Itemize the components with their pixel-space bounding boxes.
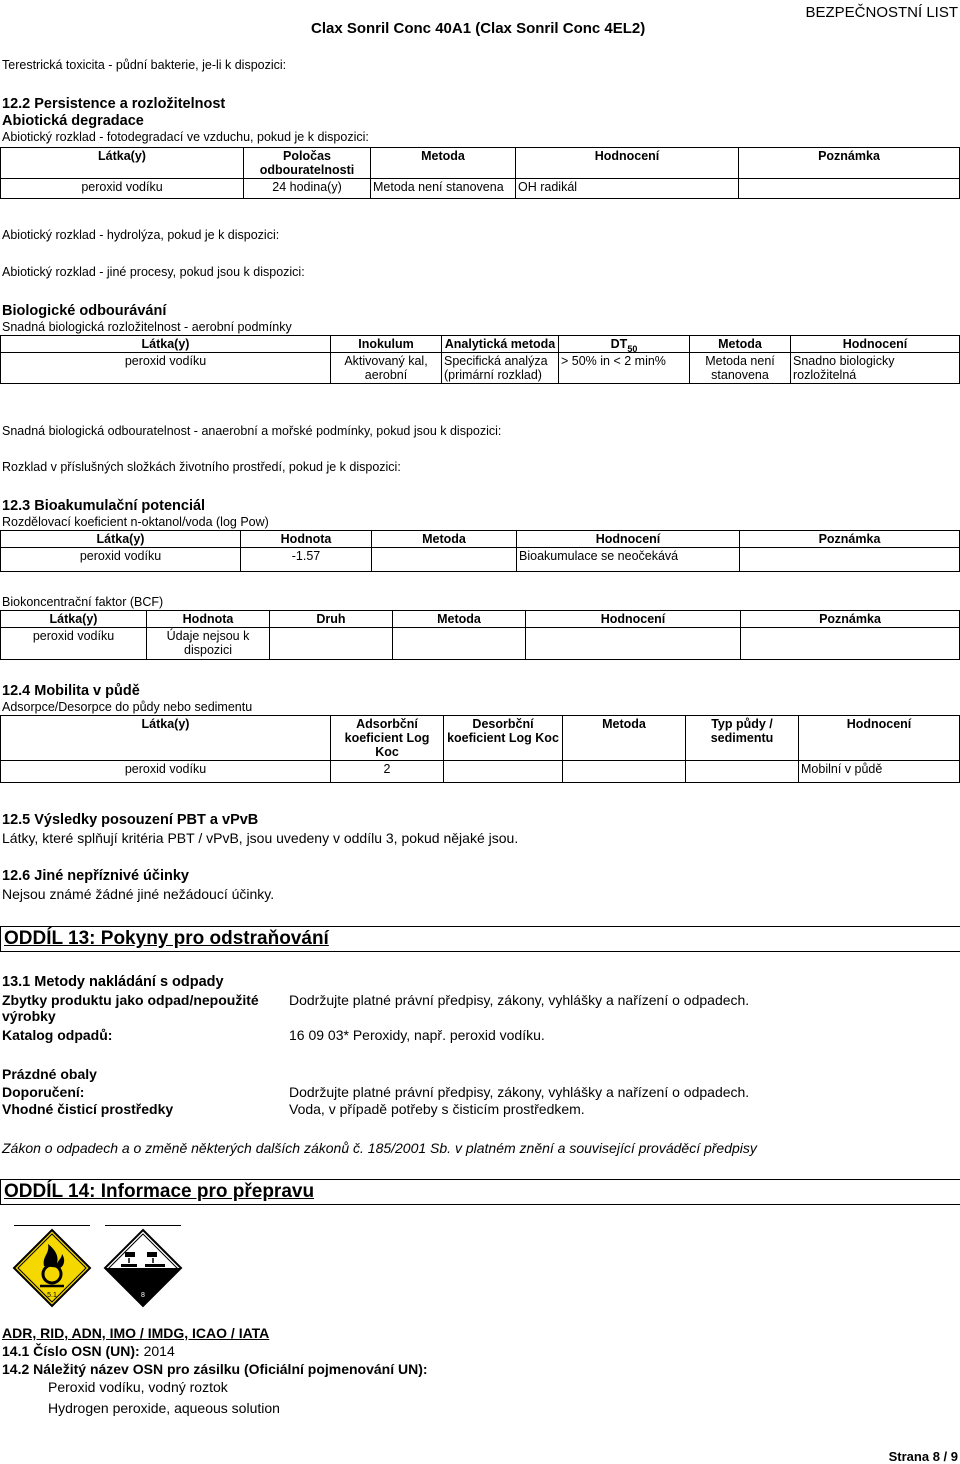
corrosive-class-number: 8	[141, 1292, 145, 1299]
cell-value: -1.57	[241, 548, 372, 572]
dt-subscript: 50	[627, 344, 638, 354]
cell-evaluation: Snadno biologicky rozložitelná	[791, 353, 960, 384]
table-header-row	[1, 531, 960, 548]
cell-method: Metoda není stanovena	[690, 353, 791, 384]
biodegradation-table	[0, 335, 960, 384]
transport-modes: ADR, RID, ADN, IMO / IMDG, ICAO / IATA	[2, 1325, 270, 1341]
col-evaluation: Hodnocení	[799, 716, 960, 761]
col-value: Hodnota	[241, 531, 372, 548]
catalog-label: Katalog odpadů:	[2, 1027, 113, 1043]
cell-substance: peroxid vodíku	[1, 353, 331, 384]
section-12-5-title: 12.5 Výsledky posouzení PBT a vPvB	[2, 812, 259, 828]
cell-species	[270, 628, 393, 660]
cell-method	[393, 628, 526, 660]
waste-law-text: Zákon o odpadech a o změně některých dalších zákonů č. 185/2001 Sb. v platném znění a související prováděcí předpisy	[2, 1140, 757, 1156]
col-note: Poznámka	[740, 531, 960, 548]
cell-evaluation: OH radikál	[516, 179, 739, 199]
cell-dt50: > 50% in < 2 min%	[559, 353, 690, 384]
cell-note	[741, 628, 960, 660]
anaerobic-label: Snadná biologická odbouratelnost - anaerobní a mořské podmínky, pokud jsou k dispozici:	[2, 424, 502, 438]
cell-substance: peroxid vodíku	[1, 761, 331, 783]
col-note: Poznámka	[739, 148, 960, 179]
col-method: Metoda	[372, 531, 517, 548]
table-row	[1, 548, 960, 572]
col-adsorption: Adsorbční koeficient Log Koc	[331, 716, 444, 761]
cell-substance: peroxid vodíku	[1, 628, 147, 660]
page-number: Strana 8 / 9	[888, 1449, 958, 1464]
bcf-table	[0, 610, 960, 660]
col-substance: Látka(y)	[1, 611, 147, 628]
document-type: BEZPEČNOSTNÍ LIST	[805, 4, 958, 21]
shipping-name-label: 14.2 Náležitý název OSN pro zásilku (Oficiální pojmenování UN):	[2, 1361, 428, 1377]
cell-substance: peroxid vodíku	[1, 548, 241, 572]
terrestrial-toxicity-label: Terestrická toxicita - půdní bakterie, je-li k dispozici:	[2, 58, 287, 72]
cleaning-agents-value: Voda, v případě potřeby s čisticím prostředkem.	[289, 1101, 585, 1117]
environment-label: Rozklad v příslušných složkách životního prostředí, pokud je k dispozici:	[2, 460, 401, 474]
waste-value: Dodržujte platné právní předpisy, zákony, vyhlášky a nařízení o odpadech.	[289, 992, 750, 1008]
oxidizer-class-number: 5.1	[47, 1292, 57, 1299]
cell-method	[372, 548, 517, 572]
cell-inoculum: Aktivovaný kal, aerobní	[331, 353, 442, 384]
cell-adsorption: 2	[331, 761, 444, 783]
hydrolysis-label: Abiotický rozklad - hydrolýza, pokud je k dispozici:	[2, 228, 280, 242]
section-14-title: ODDÍL 14: Informace pro přepravu	[4, 1181, 315, 1202]
cell-value: Údaje nejsou k dispozici	[147, 628, 270, 660]
table-header-row	[1, 148, 960, 179]
col-analytical-method: Analytická metoda	[442, 336, 559, 353]
section-12-2-title: 12.2 Persistence a rozložitelnost	[2, 96, 226, 112]
aerobic-label: Snadná biologická rozložitelnost - aerobní podmínky	[2, 320, 292, 334]
section-13-1-title: 13.1 Metody nakládání s odpady	[2, 974, 224, 990]
section-12-4-title: 12.4 Mobilita v půdě	[2, 683, 140, 699]
table-row	[1, 179, 960, 199]
col-substance: Látka(y)	[1, 336, 331, 353]
col-substance: Látka(y)	[1, 716, 331, 761]
empty-packaging-label: Prázdné obaly	[2, 1066, 97, 1082]
table-header-row	[1, 336, 960, 353]
other-processes-label: Abiotický rozklad - jiné procesy, pokud jsou k dispozici:	[2, 265, 305, 279]
cell-note	[739, 179, 960, 199]
table-header-row	[1, 716, 960, 761]
cell-evaluation: Mobilní v půdě	[799, 761, 960, 783]
log-pow-table	[0, 530, 960, 572]
cell-note	[740, 548, 960, 572]
col-desorption: Desorbční koeficient Log Koc	[444, 716, 563, 761]
cell-method	[563, 761, 686, 783]
section-13-title: ODDÍL 13: Pokyny pro odstraňování	[4, 928, 329, 949]
col-half-life: Poločas odbouratelnosti	[244, 148, 371, 179]
col-method: Metoda	[690, 336, 791, 353]
col-evaluation: Hodnocení	[516, 148, 739, 179]
dt-label: DT	[610, 337, 628, 351]
log-pow-label: Rozdělovací koeficient n-oktanol/voda (log Pow)	[2, 515, 269, 529]
col-evaluation: Hodnocení	[526, 611, 741, 628]
waste-label: Zbytky produktu jako odpad/nepoužité výrobky	[2, 992, 259, 1024]
catalog-value: 16 09 03* Peroxidy, např. peroxid vodíku.	[289, 1027, 545, 1043]
table-header-row	[1, 611, 960, 628]
col-species: Druh	[270, 611, 393, 628]
adsorption-label: Adsorpce/Desorpce do půdy nebo sedimentu	[2, 700, 253, 714]
section-14-header	[0, 1179, 960, 1205]
pbt-text: Látky, které splňují kritéria PBT / vPvB, jsou uvedeny v oddílu 3, pokud nějaké jsou.	[2, 830, 519, 846]
col-value: Hodnota	[147, 611, 270, 628]
section-12-6-title: 12.6 Jiné nepříznivé účinky	[2, 868, 189, 884]
col-soil-type: Typ půdy / sedimentu	[686, 716, 799, 761]
col-inoculum: Inokulum	[331, 336, 442, 353]
col-note: Poznámka	[741, 611, 960, 628]
un-number-label: 14.1 Číslo OSN (UN):	[2, 1343, 140, 1359]
photodegradation-label: Abiotický rozklad - fotodegradací ve vzduchu, pokud je k dispozici:	[2, 130, 369, 144]
pictogram-line-1	[14, 1225, 90, 1226]
table-row	[1, 353, 960, 384]
col-dt50	[559, 336, 690, 353]
un-number-row	[2, 1343, 175, 1359]
col-method: Metoda	[393, 611, 526, 628]
table-row	[1, 628, 960, 660]
cell-soil-type	[686, 761, 799, 783]
section-12-3-title: 12.3 Bioakumulační potenciál	[2, 498, 206, 514]
col-method: Metoda	[563, 716, 686, 761]
cell-half-life: 24 hodina(y)	[244, 179, 371, 199]
abiotic-degradation-title: Abiotická degradace	[2, 113, 144, 129]
recommendation-label: Doporučení:	[2, 1084, 85, 1100]
cleaning-agents-label: Vhodné čisticí prostředky	[2, 1101, 174, 1117]
document-product-title: Clax Sonril Conc 40A1 (Clax Sonril Conc 4EL2)	[311, 20, 646, 37]
col-method: Metoda	[371, 148, 516, 179]
col-substance: Látka(y)	[1, 531, 241, 548]
recommendation-value: Dodržujte platné právní předpisy, zákony, vyhlášky a nařízení o odpadech.	[289, 1084, 750, 1100]
table-row	[1, 761, 960, 783]
col-evaluation: Hodnocení	[791, 336, 960, 353]
un-number-value: 2014	[143, 1343, 175, 1359]
adsorption-table	[0, 715, 960, 783]
section-13-header	[0, 926, 960, 952]
cell-desorption	[444, 761, 563, 783]
corrosive-icon	[103, 1228, 183, 1308]
col-evaluation: Hodnocení	[517, 531, 740, 548]
shipping-name-cz: Peroxid vodíku, vodný roztok	[48, 1379, 228, 1395]
col-substance: Látka(y)	[1, 148, 244, 179]
other-effects-text: Nejsou známé žádné jiné nežádoucí účinky.	[2, 886, 275, 902]
shipping-name-en: Hydrogen peroxide, aqueous solution	[48, 1400, 280, 1416]
cell-analytical-method: Specifická analýza (primární rozklad)	[442, 353, 559, 384]
pictogram-line-2	[105, 1225, 181, 1226]
oxidizer-flame-icon	[12, 1228, 92, 1308]
cell-evaluation	[526, 628, 741, 660]
cell-substance: peroxid vodíku	[1, 179, 244, 199]
cell-method: Metoda není stanovena	[371, 179, 516, 199]
photodegradation-table	[0, 147, 960, 199]
bcf-label: Biokoncentrační faktor (BCF)	[2, 595, 164, 609]
biodegradation-title: Biologické odbourávání	[2, 303, 167, 319]
cell-evaluation: Bioakumulace se neočekává	[517, 548, 740, 572]
